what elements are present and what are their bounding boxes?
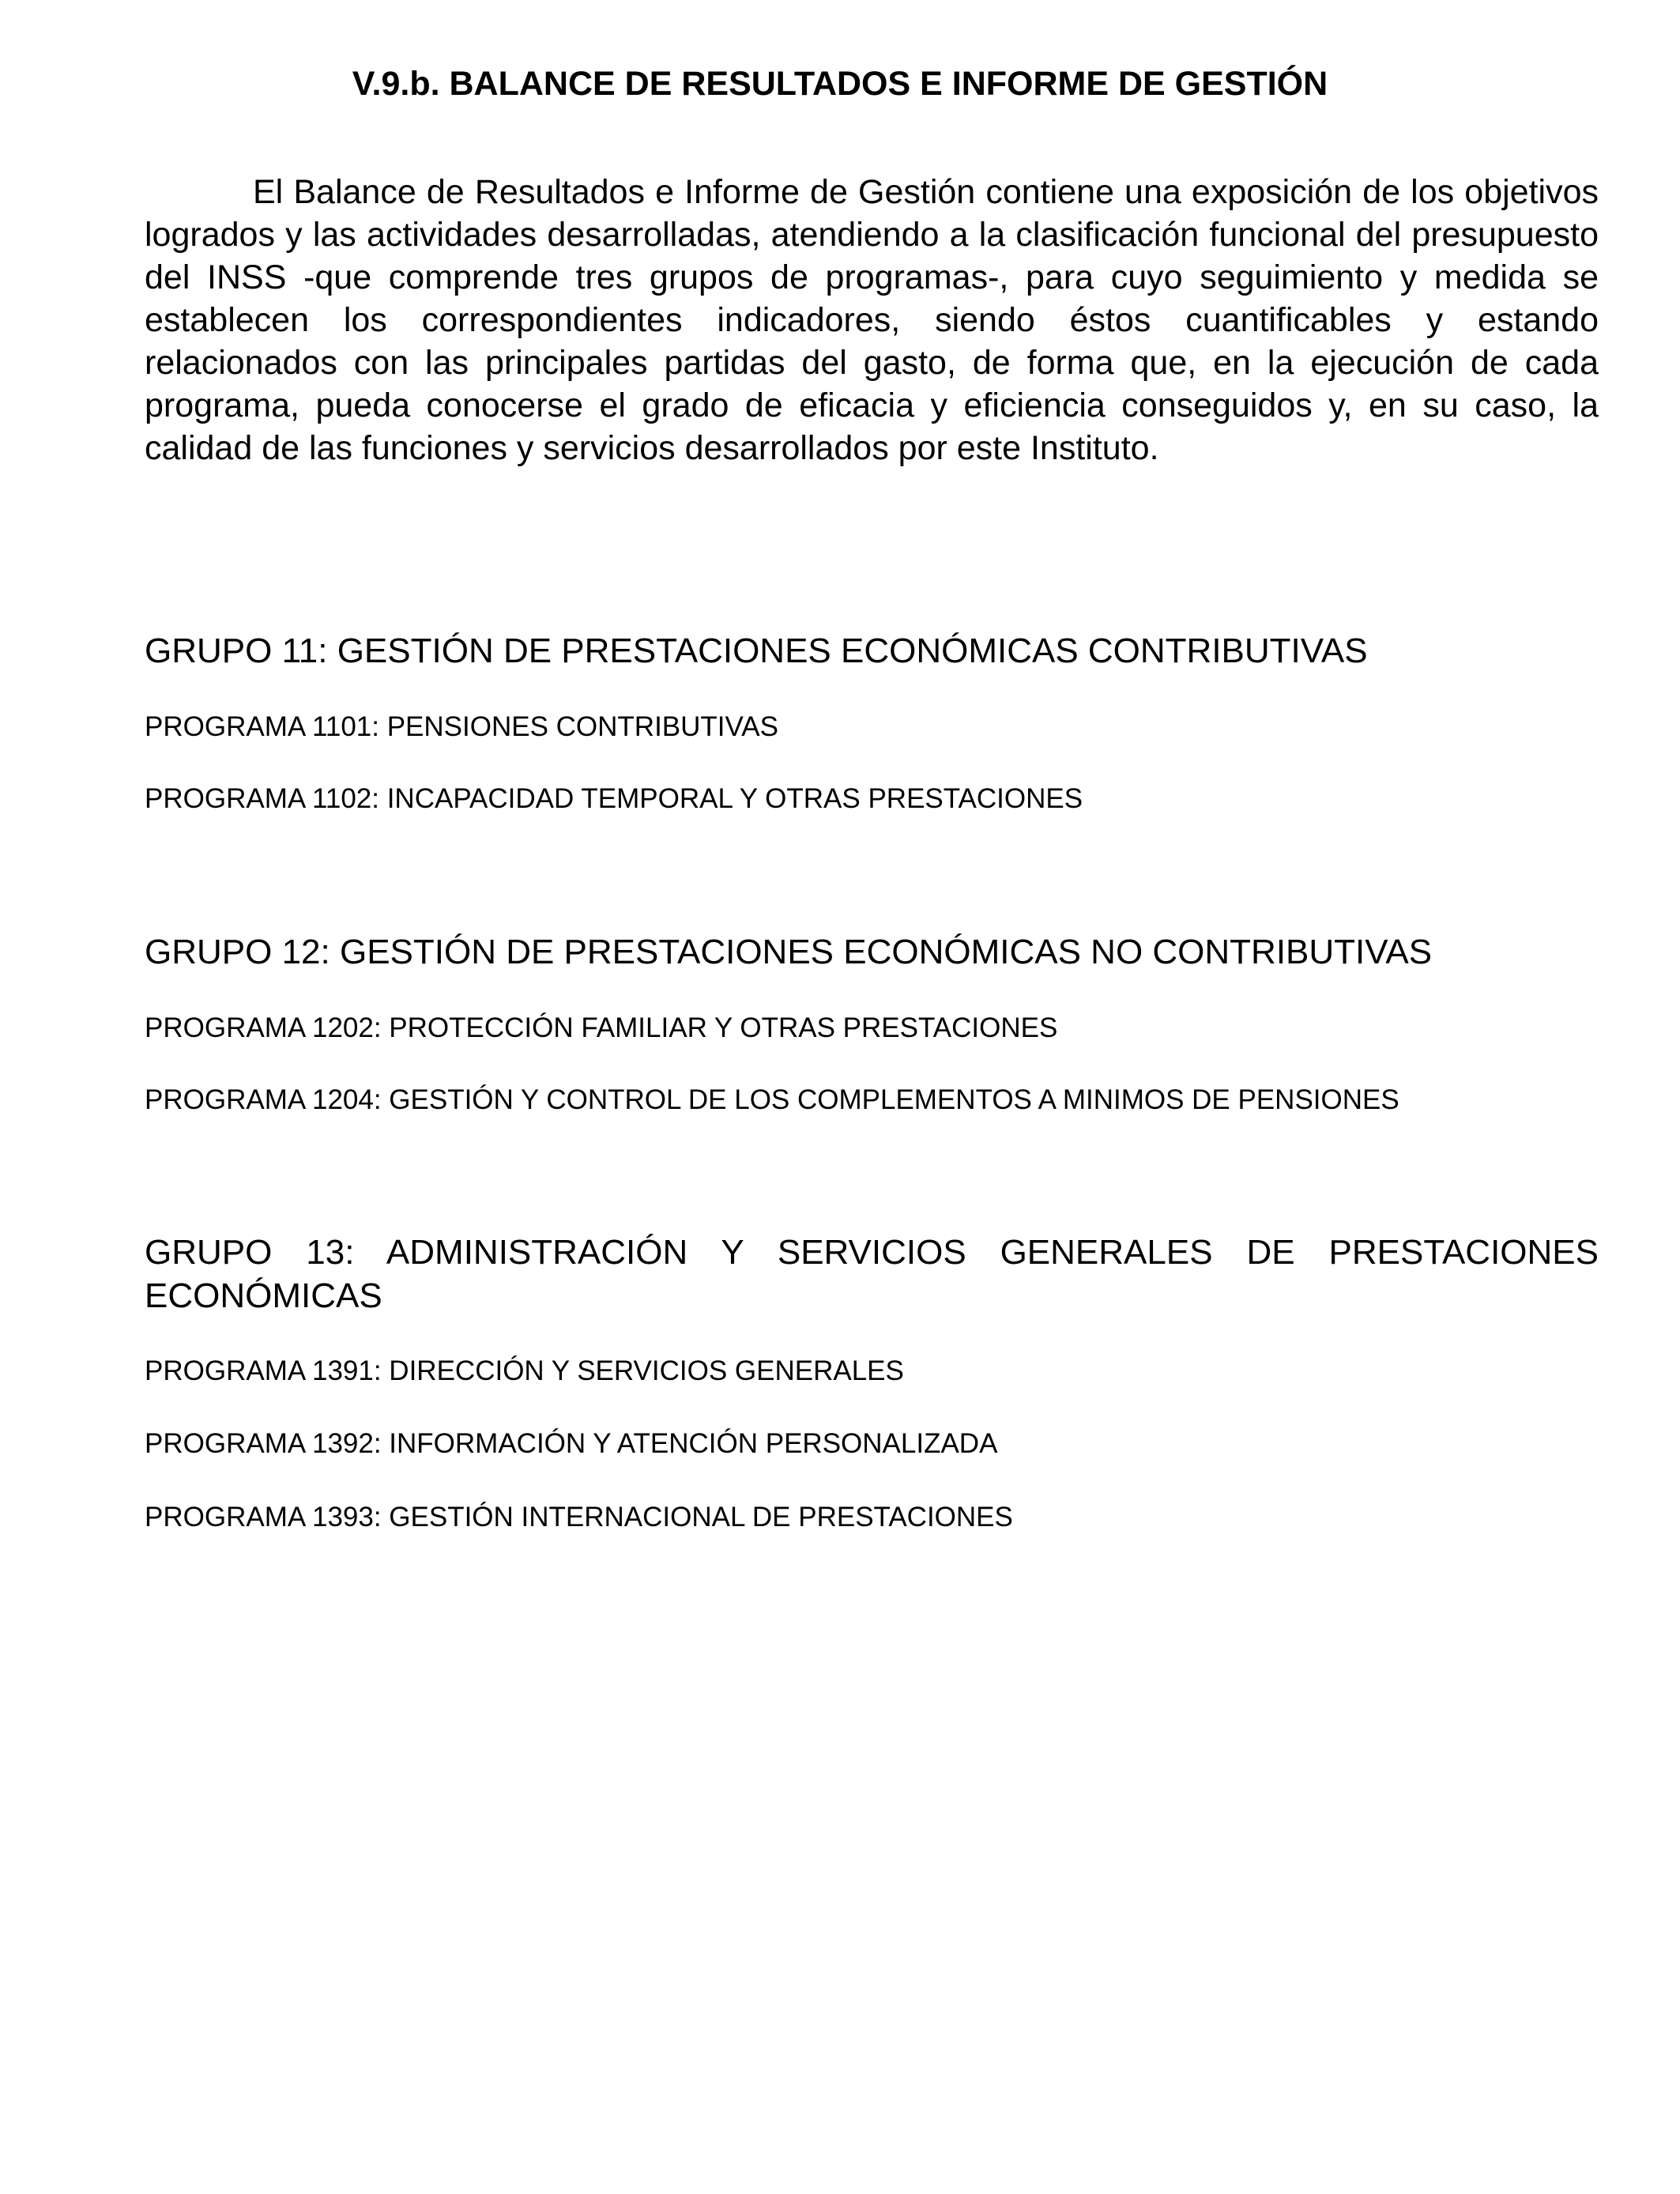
program-1393: PROGRAMA 1393: GESTIÓN INTERNACIONAL DE PRESTACIONES (145, 1502, 1013, 1532)
document-title: V.9.b. BALANCE DE RESULTADOS E INFORME DE GESTIÓN (352, 65, 1328, 103)
program-1392: PROGRAMA 1392: INFORMACIÓN Y ATENCIÓN PERSONALIZADA (145, 1428, 998, 1459)
group-11-heading: GRUPO 11: GESTIÓN DE PRESTACIONES ECONÓMICAS CONTRIBUTIVAS (145, 631, 1368, 670)
program-1102: PROGRAMA 1102: INCAPACIDAD TEMPORAL Y OTRAS PRESTACIONES (145, 783, 1083, 814)
group-13-heading: GRUPO 13: ADMINISTRACIÓN Y SERVICIOS GENERALES DE PRESTACIONES ECONÓMICAS (145, 1233, 1599, 1315)
program-1391: PROGRAMA 1391: DIRECCIÓN Y SERVICIOS GENERALES (145, 1355, 904, 1386)
group-12-heading: GRUPO 12: GESTIÓN DE PRESTACIONES ECONÓMICAS NO CONTRIBUTIVAS (145, 933, 1433, 971)
program-1101: PROGRAMA 1101: PENSIONES CONTRIBUTIVAS (145, 711, 778, 742)
program-1202: PROGRAMA 1202: PROTECCIÓN FAMILIAR Y OTRAS PRESTACIONES (145, 1012, 1058, 1043)
program-1204: PROGRAMA 1204: GESTIÓN Y CONTROL DE LOS COMPLEMENTOS A MINIMOS DE PENSIONES (145, 1084, 1399, 1115)
intro-paragraph: El Balance de Resultados e Informe de Gestión contiene una exposición de los objetivos logrados y las actividades desarrolladas, atendiendo a la clasificación funcional del presupuesto del INSS -que comprende tres grupos de programas-, para cuyo seguimiento y medida se establecen los correspondientes indicadores, siendo éstos cuantificables y estando relacionados con las principales partidas del gasto, de forma que, en la ejecución de cada programa, pueda conocerse el grado de eficacia y eficiencia conseguidos y, en su caso, la calidad de las funciones y servicios desarrollados por este Instituto. (145, 173, 1599, 467)
